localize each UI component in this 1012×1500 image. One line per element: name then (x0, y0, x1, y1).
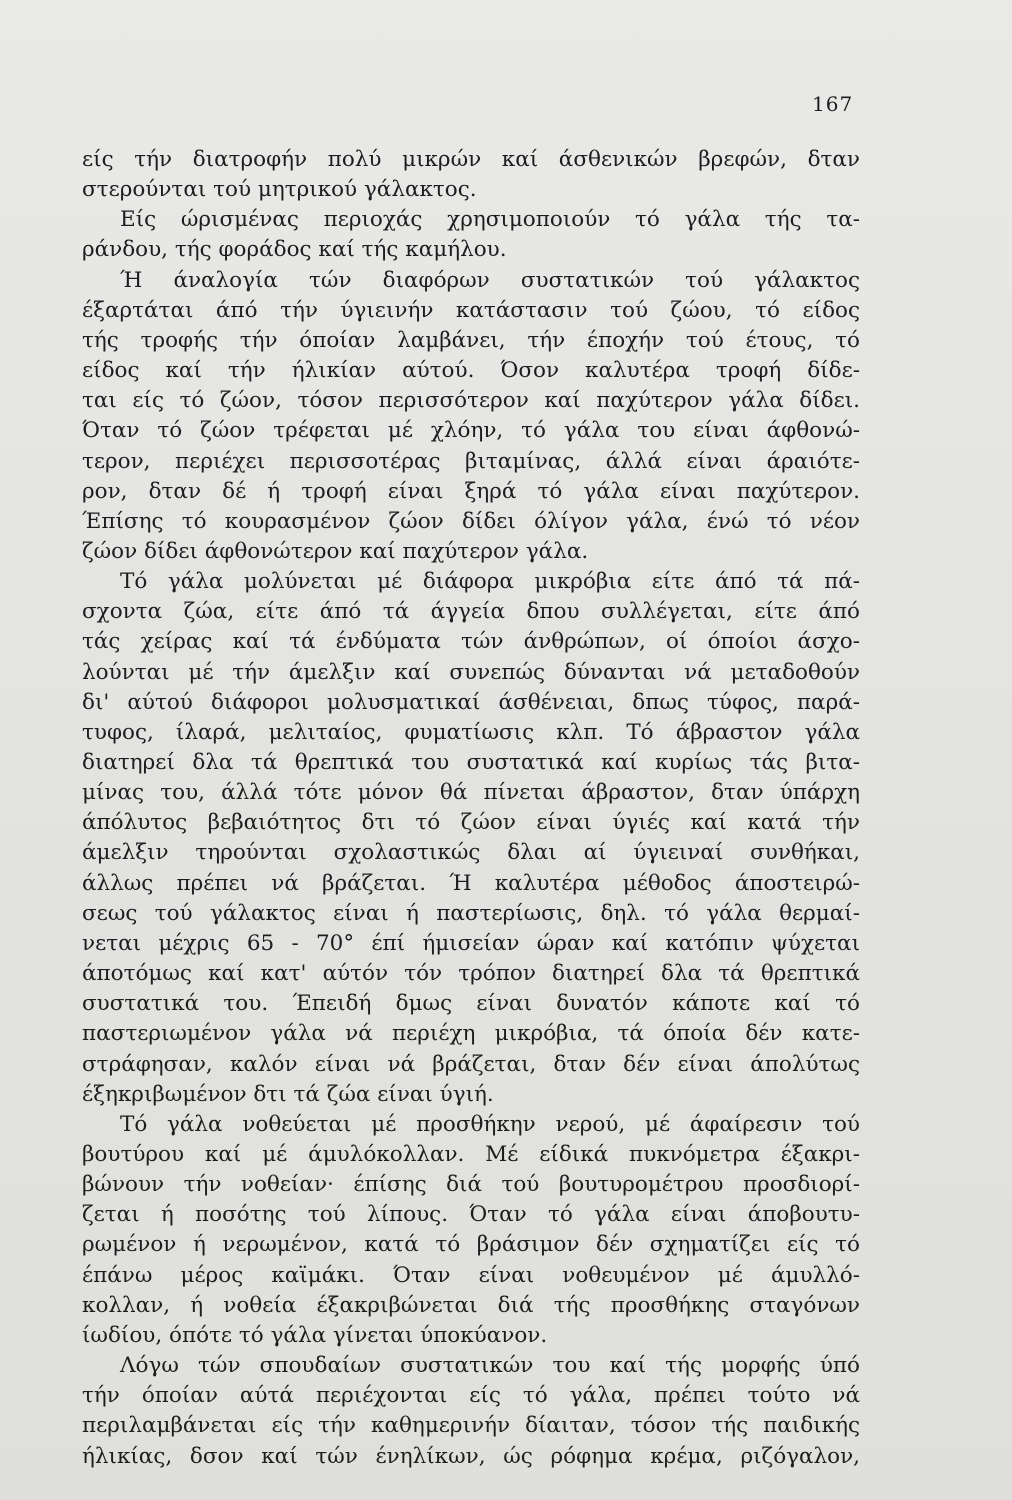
text-line: κολλαν, ή νοθεία έξακριβώνεται διά τής προσθήκης σταγόνων (82, 1292, 860, 1318)
text-line: νεται μέχρις 65 - 70° έπί ήμισείαν ώραν καί κατόπιν ψύχεται (82, 930, 860, 956)
text-line: μίνας του, άλλά τότε μόνον θά πίνεται άβραστον, δταν ύπάρχη (82, 780, 860, 806)
text-line: περιλαμβάνεται είς τήν καθημερινήν δίαιταν, τόσον τής παιδικής (82, 1413, 860, 1439)
text-line: άμελξιν τηρούνται σχολαστικώς δλαι αί ύγιειναί συνθήκαι, (82, 840, 860, 866)
text-line: ίωδίου, όπότε τό γάλα γίνεται ύποκύανον. (82, 1322, 548, 1348)
text-line: έξηκριβωμένον δτι τά ζώα είναι ύγιή. (82, 1081, 494, 1107)
text-line: στερούνται τού μητρικού γάλακτος. (82, 177, 477, 203)
text-line: σχοντα ζώα, είτε άπό τά άγγεία δπου συλλέγεται, είτε άπό (82, 599, 860, 625)
text-line: βώνουν τήν νοθείαν· έπίσης διά τού βουτυρομέτρου προσδιορί- (82, 1172, 860, 1198)
text-line: Τό γάλα μολύνεται μέ διάφορα μικρόβια είτε άπό τά πά- (120, 569, 860, 595)
text-line: τάς χείρας καί τά ένδύματα τών άνθρώπων, οί όποίοι άσχο- (82, 629, 860, 655)
text-line: λούνται μέ τήν άμελξιν καί συνεπώς δύνανται νά μεταδοθούν (82, 659, 860, 685)
text-line: ρωμένον ή νερωμένον, κατά τό βράσιμον δέν σχηματίζει είς τό (82, 1232, 860, 1258)
text-line: στράφησαν, καλόν είναι νά βράζεται, δταν δέν είναι άπολύτως (82, 1051, 860, 1077)
text-line: έξαρτάται άπό τήν ύγιεινήν κατάστασιν τού ζώου, τό είδος (82, 297, 860, 323)
text-line: ζεται ή ποσότης τού λίπους. Όταν τό γάλα είναι άποβουτυ- (82, 1202, 860, 1228)
text-line: τής τροφής τήν όποίαν λαμβάνει, τήν έποχήν τού έτους, τό (82, 327, 860, 353)
text-line: Λόγω τών σπουδαίων συστατικών του καί τής μορφής ύπό (120, 1353, 860, 1378)
text-line: έπάνω μέρος καϊμάκι. Όταν είναι νοθευμένον μέ άμυλλό- (82, 1262, 860, 1288)
text-line: παστεριωμένον γάλα νά περιέχη μικρόβια, τά όποία δέν κατε- (82, 1021, 860, 1047)
text-line: ζώον δίδει άφθονώτερον καί παχύτερον γάλα. (82, 539, 589, 564)
page-number: 167 (812, 92, 854, 116)
text-line: Ή άναλογία τών διαφόρων συστατικών τού γάλακτος (120, 267, 860, 293)
text-line: Έπίσης τό κουρασμένον ζώον δίδει όλίγον γάλα, ένώ τό νέον (82, 508, 860, 534)
text-line: είς τήν διατροφήν πολύ μικρών καί άσθενικών βρεφών, δταν (82, 147, 860, 172)
text-line: ται είς τό ζώον, τόσον περισσότερον καί παχύτερον γάλα δίδει. (82, 388, 860, 414)
text-line: Όταν τό ζώον τρέφεται μέ χλόην, τό γάλα του είναι άφθονώ- (82, 418, 860, 444)
text-line: είδος καί τήν ήλικίαν αύτού. Όσον καλυτέρα τροφή δίδε- (82, 358, 860, 383)
text-line: Τό γάλα νοθεύεται μέ προσθήκην νερού, μέ άφαίρεσιν τού (120, 1111, 860, 1137)
text-line: συστατικά του. Έπειδή δμως είναι δυνατόν κάποτε καί τό (82, 991, 860, 1017)
text-line: τερον, περιέχει περισσοτέρας βιταμίνας, άλλά είναι άραιότε- (82, 448, 860, 474)
text-line: βουτύρου καί μέ άμυλόκολλαν. Μέ είδικά πυκνόμετρα έξακρι- (82, 1141, 860, 1167)
text-line: άλλως πρέπει νά βράζεται. Ή καλυτέρα μέθοδος άποστειρώ- (82, 870, 860, 896)
text-line: ήλικίας, δσον καί τών ένηλίκων, ώς ρόφημα κρέμα, ριζόγαλον, (82, 1443, 860, 1469)
text-line: Είς ώρισμένας περιοχάς χρησιμοποιούν τό γάλα τής τα- (120, 207, 860, 233)
text-line: τυφος, ίλαρά, μελιταίος, φυματίωσις κλπ. Τό άβραστον γάλα (82, 719, 860, 745)
text-line: διατηρεί δλα τά θρεπτικά του συστατικά καί κυρίως τάς βιτα- (82, 750, 860, 775)
text-line: άποτόμως καί κατ' αύτόν τόν τρόπον διατηρεί δλα τά θρεπτικά (82, 961, 860, 986)
text-line: άπόλυτος βεβαιότητος δτι τό ζώον είναι ύγιές καί κατά τήν (82, 810, 860, 836)
text-line: ράνδου, τής φοράδος καί τής καμήλου. (82, 237, 507, 263)
text-line: δι' αύτού διάφοροι μολυσματικαί άσθένειαι, δπως τύφος, παρά- (82, 689, 860, 715)
text-line: σεως τού γάλακτος είναι ή παστερίωσις, δηλ. τό γάλα θερμαί- (82, 900, 860, 926)
text-line: ρον, δταν δέ ή τροφή είναι ξηρά τό γάλα είναι παχύτερον. (82, 478, 860, 504)
text-line: τήν όποίαν αύτά περιέχονται είς τό γάλα, πρέπει τούτο νά (82, 1383, 860, 1409)
